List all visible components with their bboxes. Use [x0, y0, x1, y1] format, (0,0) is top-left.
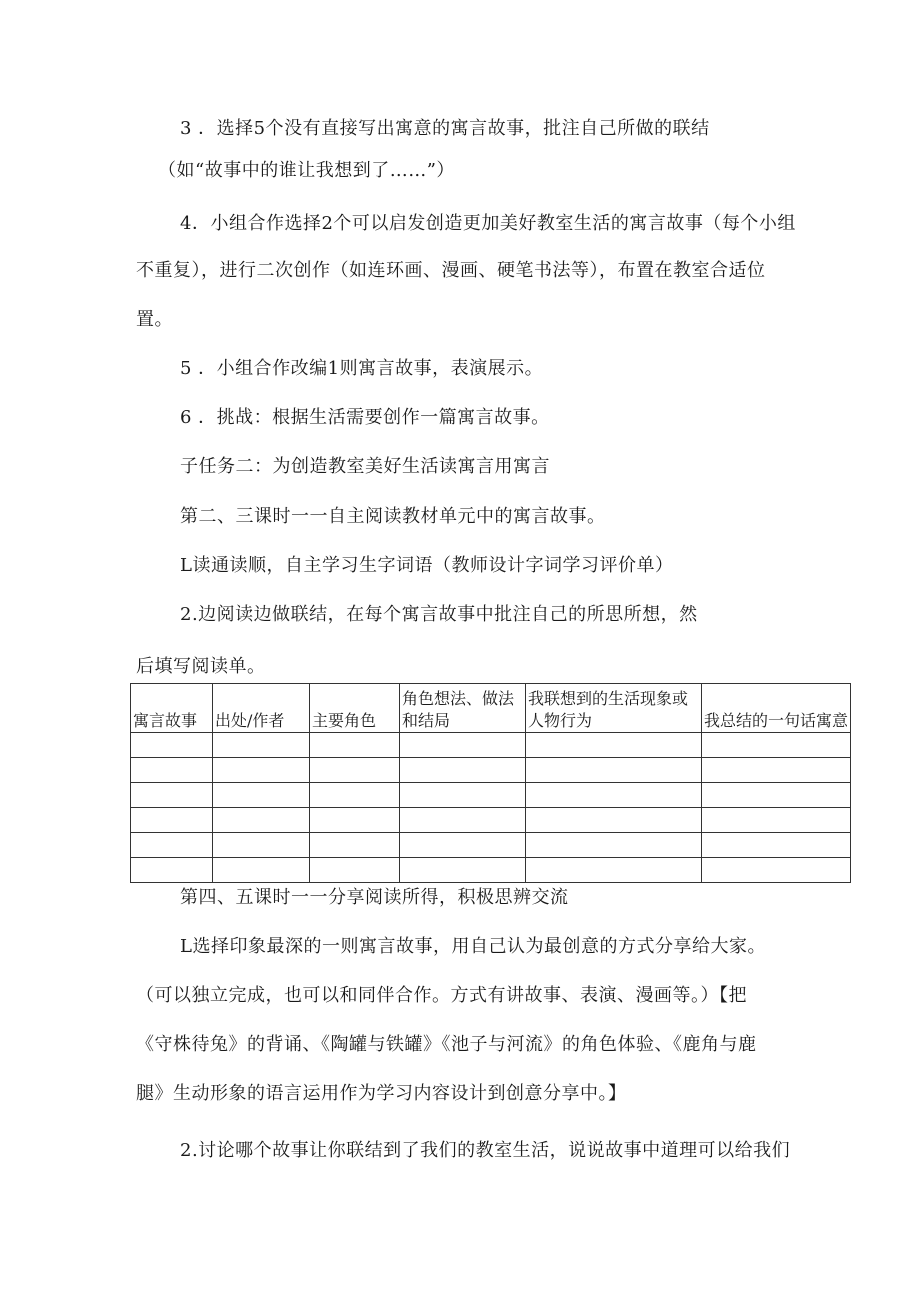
paragraph-task-3-example: （如“故事中的谁让我想到了……”） — [158, 160, 455, 181]
table-cell — [310, 783, 400, 808]
table-cell — [526, 758, 702, 783]
table-cell — [310, 758, 400, 783]
table-cell — [526, 733, 702, 758]
table-cell — [702, 833, 851, 858]
table-cell — [526, 783, 702, 808]
table-header-cell: 出处/作者 — [213, 684, 310, 733]
table-row — [131, 733, 851, 758]
table-row — [131, 858, 851, 883]
table-cell — [526, 808, 702, 833]
paragraph-task-6: 6 ．挑战：根据生活需要创作一篇寓言故事。 — [180, 407, 550, 428]
table-cell — [702, 808, 851, 833]
table-cell — [131, 858, 213, 883]
table-header-row — [131, 684, 851, 733]
paragraph-share-step-1-cont-2: 腿》生动形象的语言运用作为学习内容设计到创意分享中。】 — [136, 1083, 627, 1104]
table-cell — [400, 858, 526, 883]
paragraph-step-1: L读通读顺，自主学习生字词语（教师设计字词学习评价单） — [180, 555, 674, 576]
paragraph-share-step-1-cont-1: 《守株待兔》的背诵、《陶罐与铁罐》《池子与河流》的角色体验、《鹿角与鹿 — [136, 1034, 757, 1055]
table-row — [131, 808, 851, 833]
paragraph-task-4-line-3: 置。 — [136, 309, 173, 330]
table-cell — [310, 833, 400, 858]
table-header-cell: 角色想法、做法和结局 — [400, 684, 526, 733]
reading-form-table — [130, 683, 851, 883]
table-cell — [400, 833, 526, 858]
table-cell — [400, 733, 526, 758]
table-cell — [310, 808, 400, 833]
table-cell — [131, 733, 213, 758]
paragraph-step-2: 2.边阅读边做联结，在每个寓言故事中批注自己的所思所想，然 — [180, 604, 698, 625]
table-cell — [702, 733, 851, 758]
table-cell — [400, 758, 526, 783]
paragraph-share-step-1-note: （可以独立完成，也可以和同伴合作。方式有讲故事、表演、漫画等。）【把 — [136, 985, 747, 1006]
paragraph-share-step-1: L选择印象最深的一则寓言故事，用自己认为最创意的方式分享给大家。 — [180, 936, 766, 957]
paragraph-task-5: 5 ．小组合作改编1则寓言故事，表演展示。 — [180, 358, 544, 379]
table-row — [131, 783, 851, 808]
subtask-2-heading: 子任务二：为创造教室美好生活读寓言用寓言 — [180, 456, 550, 477]
table-header-cell: 寓言故事 — [131, 684, 213, 733]
paragraph-task-3: 3 ．选择5个没有直接写出寓意的寓言故事，批注自己所做的联结 — [180, 118, 710, 139]
paragraph-discuss-step-2: 2.讨论哪个故事让你联结到了我们的教室生活，说说故事中道理可以给我们 — [180, 1140, 791, 1161]
table-cell — [131, 808, 213, 833]
table-cell — [131, 783, 213, 808]
table-cell — [131, 758, 213, 783]
table-cell — [213, 783, 310, 808]
table-cell — [702, 858, 851, 883]
lesson-4-5-heading: 第四、五课时一一分享阅读所得，积极思辨交流 — [180, 887, 569, 908]
table-cell — [702, 758, 851, 783]
table-cell — [310, 858, 400, 883]
paragraph-task-4-line-2: 不重复），进行二次创作（如连环画、漫画、硬笔书法等），布置在教室合适位 — [136, 260, 766, 281]
table-cell — [526, 833, 702, 858]
table-cell — [400, 783, 526, 808]
paragraph-task-4-line-1: 4．小组合作选择2个可以启发创造更加美好教室生活的寓言故事（每个小组 — [180, 213, 796, 234]
table-cell — [400, 808, 526, 833]
lesson-2-3-heading: 第二、三课时一一自主阅读教材单元中的寓言故事。 — [180, 506, 606, 527]
table-cell — [213, 758, 310, 783]
table-cell — [213, 833, 310, 858]
table-cell — [526, 858, 702, 883]
table-header-cell: 主要角色 — [310, 684, 400, 733]
table-row — [131, 758, 851, 783]
table-cell — [213, 733, 310, 758]
paragraph-step-2-cont: 后填写阅读单。 — [136, 656, 266, 677]
table-cell — [310, 733, 400, 758]
table-cell — [702, 783, 851, 808]
table-cell — [213, 858, 310, 883]
table-header-cell: 我联想到的生活现象或人物行为 — [526, 684, 702, 733]
table-cell — [213, 808, 310, 833]
table-header-cell: 我总结的一句话寓意 — [702, 684, 851, 733]
table-row — [131, 833, 851, 858]
table-cell — [131, 833, 213, 858]
